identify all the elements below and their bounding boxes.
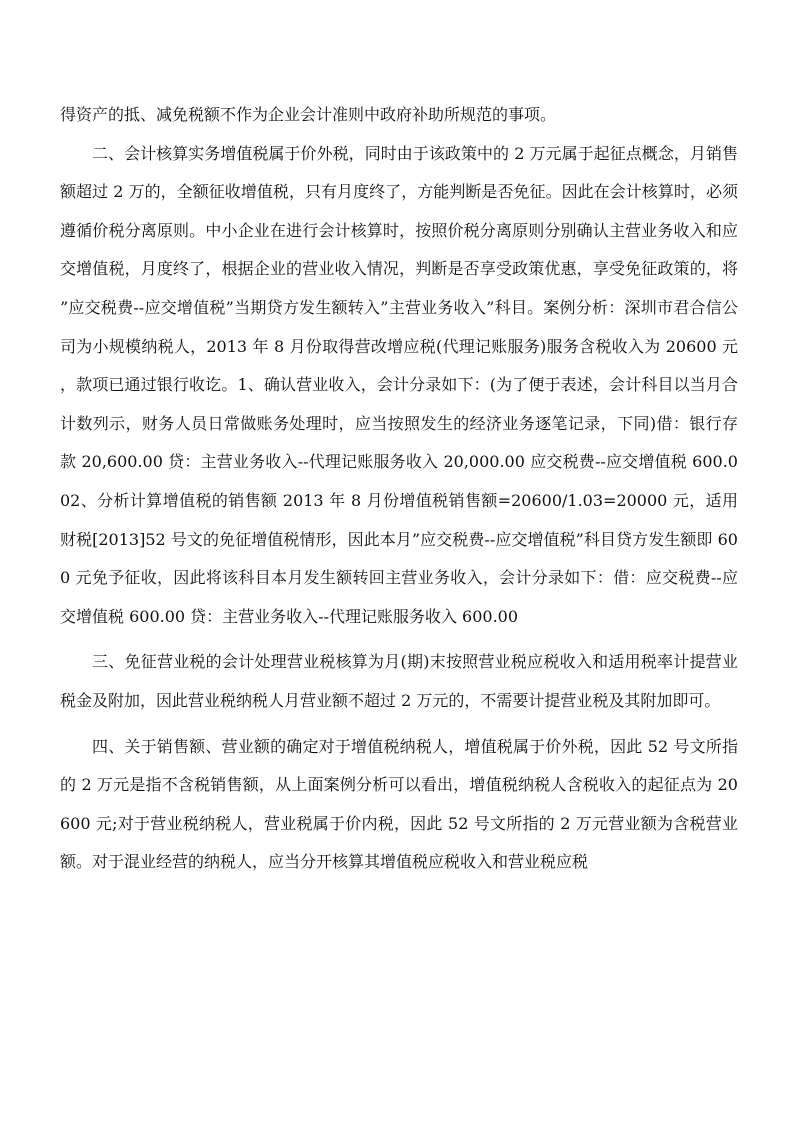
paragraph-continuation: 得资产的抵、减免税额不作为企业会计准则中政府补助所规范的事项。 [60, 105, 557, 124]
paragraph-section-4-sales-amount: 四、关于销售额、营业额的确定对于增值税纳税人，增值税属于价外税，因此 52 号文所指的 2 万元是指不含税销售额，从上面案例分析可以看出，增值税纳税人含税收入的起征点为 20600 元;对于营业税纳税人，营业税属于价内税，因此 52 号文所指的 2 万元营业额为含税营业额。对于混业经营的纳税人，应当分开核算其增值税应税收入和营业税应税 [60, 736, 738, 872]
paragraph-section-2-accounting: 二、会计核算实务增值税属于价外税，同时由于该政策中的 2 万元属于起征点概念，月销售额超过 2 万的，全额征收增值税，只有月度终了，方能判断是否免征。因此在会计核算时，必须遵循价税分离原则。中小企业在进行会计核算时，按照价税分离原则分别确认主营业务收入和应交增值税，月度终了，根据企业的营业收入情况，判断是否享受政策优惠，享受免征政策的，将”应交税费--应交增值税”当期贷方发生额转入”主营业务收入”科目。案例分析：深圳市君合信公司为小规模纳税人，2013 年 8 月份取得营改增应税(代理记账服务)服务含税收入为 20600 元，款项已通过银行收讫。1、确认营业收入，会计分录如下：(为了便于表述，会计科目以当月合计数列示，财务人员日常做账务处理时，应当按照发生的经济业务逐笔记录，下同)借：银行存款 20,600.00 贷：主营业务收入--代理记账服务收入 20,000.00 应交税费--应交增值税 600.002、分析计算增值税的销售额 2013 年 8 月份增值税销售额=20600/1.03=20000 元，适用财税[2013]52 号文的免征增值税情形，因此本月”应交税费--应交增值税”科目贷方发生额即 600 元免予征收，因此将该科目本月发生额转回主营业务收入，会计分录如下：借：应交税费--应交增值税 600.00 贷：主营业务收入--代理记账服务收入 600.00 [60, 143, 738, 626]
document-body [60, 96, 738, 882]
paragraph-section-3-business-tax: 三、免征营业税的会计处理营业税核算为月(期)末按照营业税应税收入和适用税率计提营业税金及附加，因此营业税纳税人月营业额不超过 2 万元的，不需要计提营业税及其附加即可。 [60, 652, 738, 710]
